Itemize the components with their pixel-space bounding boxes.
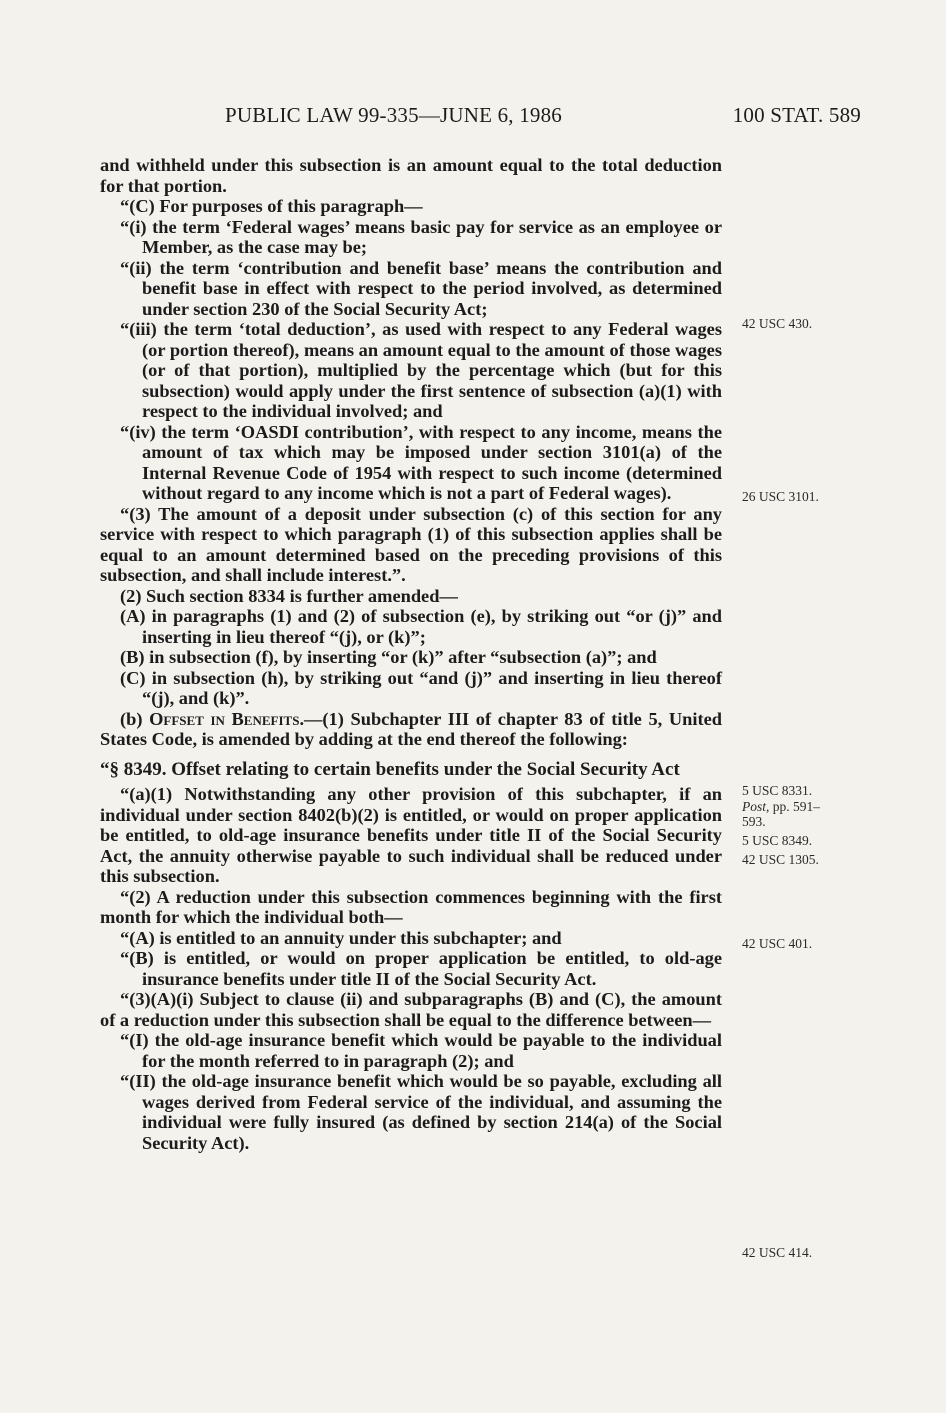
statute-page-number: 100 STAT. 589: [732, 103, 861, 127]
margin-note: 5 USC 8349.: [742, 833, 813, 848]
margin-note: 26 USC 3101.: [742, 489, 819, 504]
paragraph: “(C) For purposes of this paragraph—: [120, 196, 423, 216]
subparagraph: (C) in subsection (h), by striking out “and (j)” and inserting in lieu thereof “(j), and (k)”.: [120, 667, 722, 708]
paragraph: “(3)(A)(i) Subject to clause (ii) and subparagraphs (B) and (C), the amount of a reduction under this subsection shall be equal to the difference between—: [100, 989, 722, 1030]
paragraph: “(3) The amount of a deposit under subsection (c) of this section for any service with respect to which paragraph (1) of this subsection applies shall be equal to an amount determined based on the preceding provisions of this subsection, and shall include interest.”.: [100, 503, 722, 585]
subparagraph: “(A) is entitled to an annuity under this subchapter; and: [120, 927, 562, 948]
clause: “(i) the term ‘Federal wages’ means basic pay for service as an employee or Member, as the case may be;: [120, 216, 722, 257]
public-law-citation: PUBLIC LAW 99-335—JUNE 6, 1986: [225, 103, 563, 127]
clause: “(ii) the term ‘contribution and benefit base’ means the contribution and benefit base in effect with respect to the period involved, as determined under section 230 of the Social Security Act;: [120, 257, 722, 319]
margin-note-post-label: Post: [742, 799, 767, 814]
margin-note: 42 USC 430.: [742, 316, 813, 331]
subparagraph: (B) in subsection (f), by inserting “or (k)” after “subsection (a)”; and: [120, 647, 657, 667]
subclause: “(II) the old-age insurance benefit which would be so payable, excluding all wages derived from Federal service of the individual, and assuming the individual were fully insured (as defined by section 214(a) of the Social Security Act).: [120, 1071, 722, 1153]
clause: “(iv) the term ‘OASDI contribution’, with respect to any income, means the amount of tax which may be imposed under section 3101(a) of the Internal Revenue Code of 1954 with respect to such income (determined without regard to any income which is not a part of Federal wages).: [120, 421, 722, 503]
subsection-heading: Offset in Benefits: [149, 708, 300, 729]
subsection-heading-paragraph: [100, 709, 722, 750]
subparagraph: “(B) is entitled, or would on proper application be entitled, to old-age insurance benefits under title II of the Social Security Act.: [120, 948, 722, 989]
subclause: “(I) the old-age insurance benefit which would be payable to the individual for the month referred to in paragraph (2); and: [120, 1030, 722, 1071]
subparagraph: (A) in paragraphs (1) and (2) of subsection (e), by striking out “or (j)” and inserting in lieu thereof “(j), or (k)”;: [120, 606, 722, 647]
paragraph: “(a)(1) Notwithstanding any other provision of this subchapter, if an individual under section 8402(b)(2) is entitled, or would on proper application be entitled, to old-age insurance benefits under title II of the Social Security Act, the annuity otherwise payable to such individual shall be reduced under this subsection.: [100, 784, 722, 886]
page-header: [225, 103, 861, 133]
clause: “(iii) the term ‘total deduction’, as used with respect to any Federal wages (or portion thereof), means an amount equal to the amount of those wages (or of that portion), multiplied by the percentage which (but for this subsection) would apply under the first sentence of subsection (a)(1) with respect to the individual involved; and: [120, 319, 722, 421]
paragraph: “(2) A reduction under this subsection commences beginning with the first month for which the individual both—: [100, 886, 722, 927]
margin-note: 5 USC 8331.: [742, 783, 813, 798]
subsection-label: (b): [120, 708, 150, 729]
margin-note-pages: , pp. 591–: [766, 799, 821, 814]
margin-note-post: [742, 799, 820, 814]
statute-text: [100, 155, 722, 1153]
margin-note: 593.: [742, 814, 766, 829]
section-heading: “§ 8349. Offset relating to certain benefits under the Social Security Act: [100, 758, 680, 780]
paragraph: and withheld under this subsection is an amount equal to the total deduction for that portion.: [100, 155, 722, 196]
margin-note: 42 USC 414.: [742, 1245, 813, 1260]
margin-note: 42 USC 1305.: [742, 852, 819, 867]
paragraph: (2) Such section 8334 is further amended—: [120, 585, 458, 606]
subsection-text: .—(1) Subchapter III of chapter 83 of title 5, United States Code, is amended by adding at the end thereof the following:: [100, 708, 722, 749]
margin-note: 42 USC 401.: [742, 936, 813, 951]
